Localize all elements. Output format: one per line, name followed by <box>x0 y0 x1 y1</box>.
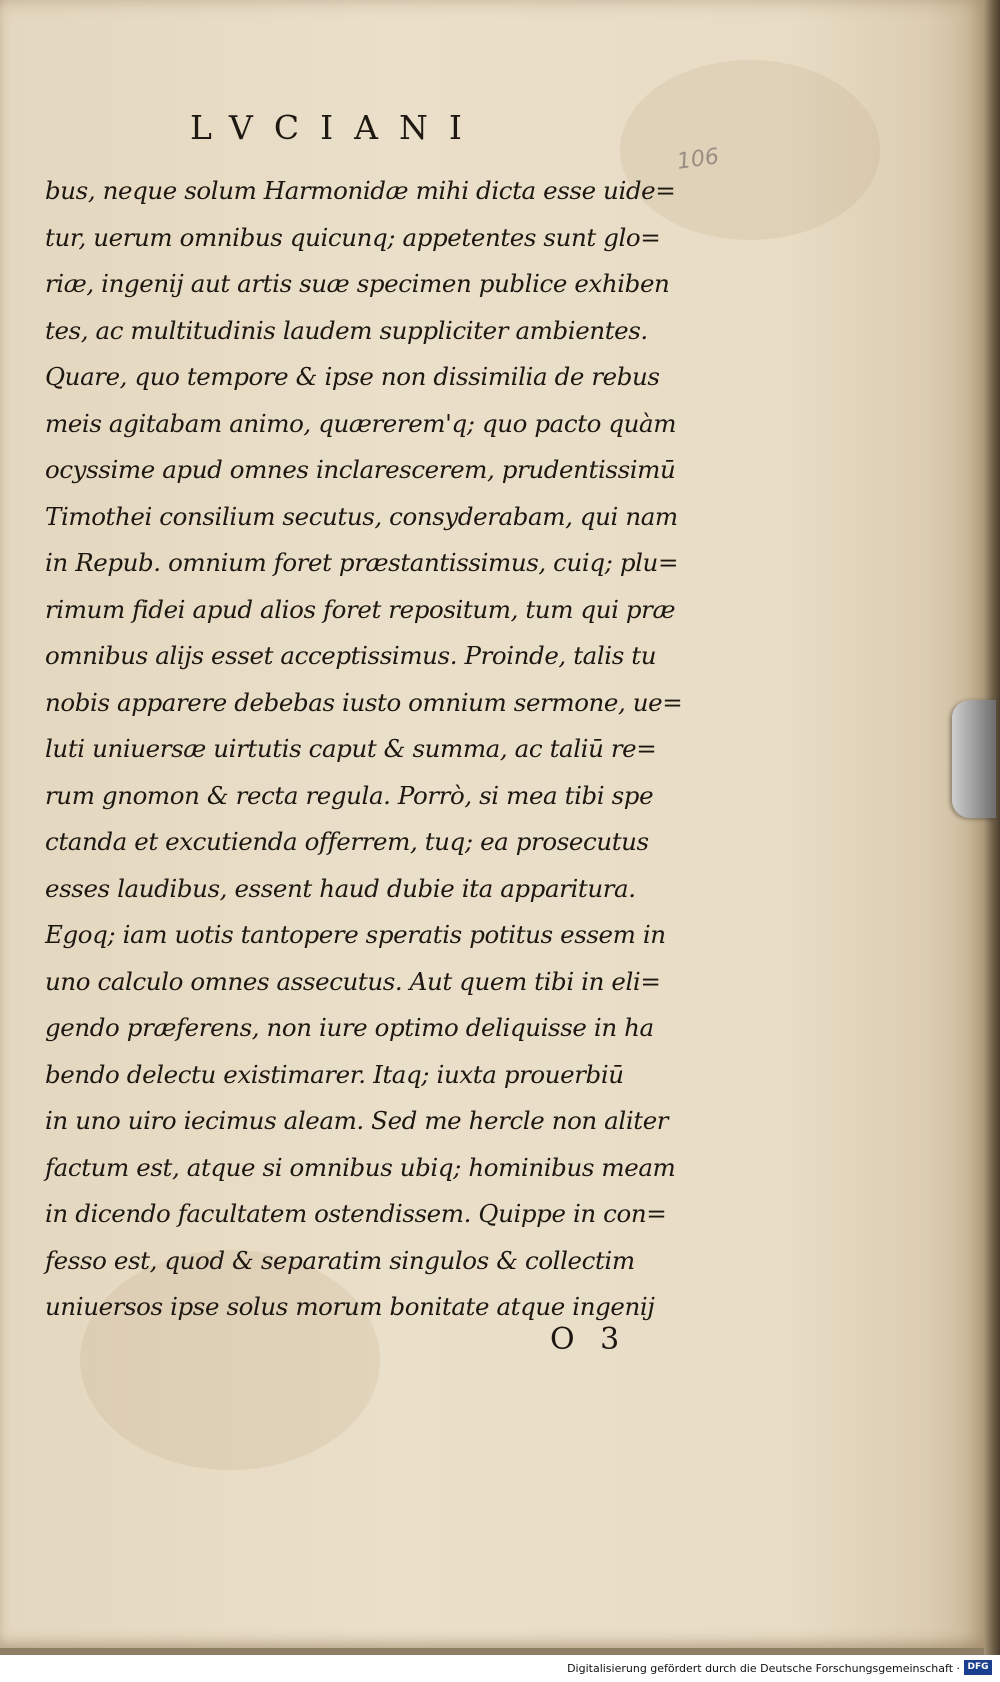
text-line: Egoq; iam uotis tantopere speratis potitus essem in <box>45 920 666 949</box>
text-line: rimum fidei apud alios foret repositum, tum qui præ <box>45 594 676 624</box>
text-line: rum gnomon & recta regula. Porrò, si mea tibi spe <box>45 780 654 810</box>
text-line: in dicendo facultatem ostendissem. Quippe in con= <box>45 1199 667 1228</box>
text-line: uniuersos ipse solus morum bonitate atque ingenij <box>45 1292 655 1321</box>
text-line: meis agitabam animo, quærerem'q; quo pacto quàm <box>45 408 677 438</box>
text-line: tes, ac multitudinis laudem suppliciter ambientes. <box>45 315 648 345</box>
body-text <box>45 168 725 1331</box>
text-line: luti uniuersæ uirtutis caput & summa, ac taliū re= <box>45 734 657 763</box>
text-line: ctanda et excutienda offerrem, tuq; ea prosecutus <box>45 827 649 856</box>
text-line: uno calculo omnes assecutus. Aut quem tibi in eli= <box>45 966 661 996</box>
running-head: LVCIANI <box>190 108 483 147</box>
text-line: ocyssime apud omnes inclarescerem, prudentissimū <box>45 455 676 484</box>
dfg-logo: DFG <box>964 1660 992 1675</box>
book-edge <box>984 0 1000 1655</box>
credit-bar <box>0 1655 1000 1682</box>
text-line: Timothei consilium secutus, consyderabam, qui nam <box>45 501 678 531</box>
text-line: omnibus alijs esset acceptissimus. Proinde, talis tu <box>45 641 657 670</box>
text-line: factum est, atque si omnibus ubiq; hominibus meam <box>45 1152 676 1182</box>
text-line: gendo præferens, non iure optimo deliquisse in ha <box>45 1013 654 1042</box>
text-line: esses laudibus, essent haud dubie ita apparitura. <box>45 873 636 903</box>
text-line: bendo delectu existimarer. Itaq; iuxta prouerbiū <box>45 1059 624 1089</box>
text-line: nobis apparere debebas iusto omnium sermone, ue= <box>45 687 683 717</box>
text-line: riæ, ingenij aut artis suæ specimen publice exhiben <box>45 269 670 298</box>
folio-note: 106 <box>675 144 721 175</box>
text-line: fesso est, quod & separatim singulos & collectim <box>45 1245 635 1275</box>
text-line: tur, uerum omnibus quicunq; appetentes sunt glo= <box>45 222 661 252</box>
credit-text: Digitalisierung gefördert durch die Deutsche Forschungsgemeinschaft · <box>567 1662 960 1675</box>
signature-mark: O 3 <box>550 1322 628 1357</box>
text-line: bus, neque solum Harmonidæ mihi dicta esse uide= <box>45 176 676 205</box>
text-line: in Repub. omnium foret præstantissimus, cuiq; plu= <box>45 548 679 577</box>
text-line: in uno uiro iecimus aleam. Sed me hercle non aliter <box>45 1106 669 1135</box>
metal-clip <box>952 700 996 818</box>
text-line: Quare, quo tempore & ipse non dissimilia de rebus <box>45 362 660 391</box>
